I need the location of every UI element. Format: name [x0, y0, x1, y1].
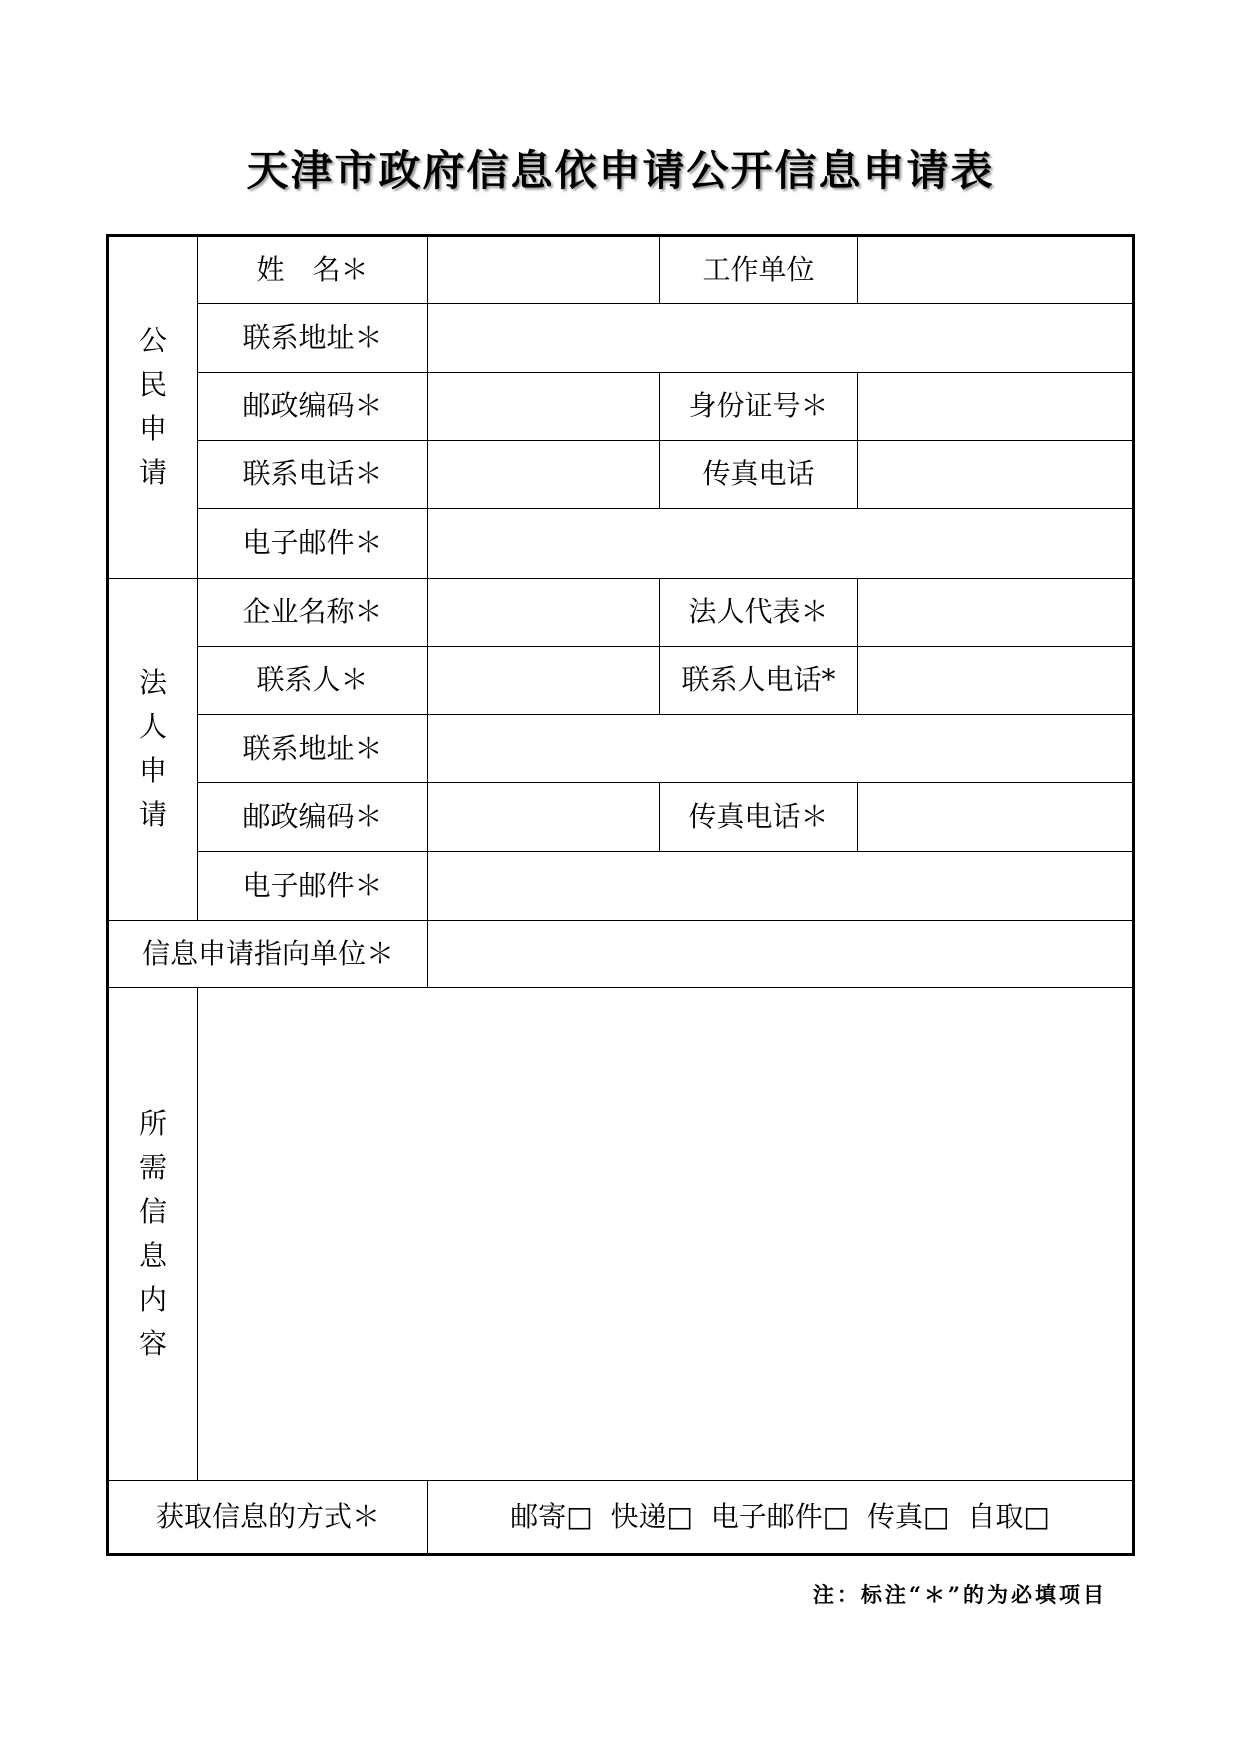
content-section-label: 所 需 信 息 内 容 — [108, 988, 198, 1480]
citizen-phone-label: 联系电话＊ — [198, 440, 428, 508]
citizen-work-unit-label: 工作单位 — [660, 236, 858, 304]
target-unit-field[interactable] — [428, 921, 1134, 988]
form-title: 天津市政府信息依申请公开信息申请表 — [246, 146, 995, 195]
citizen-fax-label: 传真电话 — [660, 440, 858, 508]
citizen-email-label: 电子邮件＊ — [198, 509, 428, 578]
legal-postcode-field[interactable] — [428, 783, 660, 851]
citizen-name-field[interactable] — [428, 236, 660, 304]
method-option-email[interactable]: 电子邮件□ — [710, 1499, 850, 1533]
target-unit-label: 信息申请指向单位＊ — [108, 921, 428, 988]
legal-contact-phone-field[interactable] — [858, 646, 1134, 714]
legal-email-label: 电子邮件＊ — [198, 851, 428, 920]
method-options — [428, 1480, 1134, 1554]
citizen-id-number-field[interactable] — [858, 372, 1134, 440]
legal-company-field[interactable] — [428, 578, 660, 646]
legal-fax-label: 传真电话＊ — [660, 783, 858, 851]
method-option-mail[interactable]: 邮寄□ — [510, 1499, 593, 1533]
legal-representative-label: 法人代表＊ — [660, 578, 858, 646]
legal-company-label: 企业名称＊ — [198, 578, 428, 646]
citizen-postcode-field[interactable] — [428, 372, 660, 440]
citizen-section-label: 公 民 申 请 — [108, 236, 198, 579]
citizen-name-label: 姓 名＊ — [198, 236, 428, 304]
legal-email-field[interactable] — [428, 851, 1134, 920]
method-label: 获取信息的方式＊ — [108, 1480, 428, 1554]
application-form-table — [106, 234, 1135, 1556]
citizen-email-field[interactable] — [428, 509, 1134, 578]
method-option-pickup[interactable]: 自取□ — [967, 1499, 1050, 1533]
citizen-address-field[interactable] — [428, 304, 1134, 372]
legal-representative-field[interactable] — [858, 578, 1134, 646]
legal-address-field[interactable] — [428, 715, 1134, 783]
content-field[interactable] — [198, 988, 1134, 1480]
legal-contact-person-label: 联系人＊ — [198, 646, 428, 714]
method-option-express[interactable]: 快递□ — [610, 1499, 693, 1533]
citizen-address-label: 联系地址＊ — [198, 304, 428, 372]
legal-postcode-label: 邮政编码＊ — [198, 783, 428, 851]
legal-contact-phone-label: 联系人电话* — [660, 646, 858, 714]
citizen-id-number-label: 身份证号＊ — [660, 372, 858, 440]
citizen-fax-field[interactable] — [858, 440, 1134, 508]
legal-contact-person-field[interactable] — [428, 646, 660, 714]
citizen-phone-field[interactable] — [428, 440, 660, 508]
citizen-work-unit-field[interactable] — [858, 236, 1134, 304]
legal-fax-field[interactable] — [858, 783, 1134, 851]
citizen-postcode-label: 邮政编码＊ — [198, 372, 428, 440]
legal-address-label: 联系地址＊ — [198, 715, 428, 783]
legal-section-label: 法 人 申 请 — [108, 578, 198, 921]
required-note: 注：标注“＊”的为必填项目 — [812, 1582, 1107, 1607]
method-option-fax[interactable]: 传真□ — [867, 1499, 950, 1533]
